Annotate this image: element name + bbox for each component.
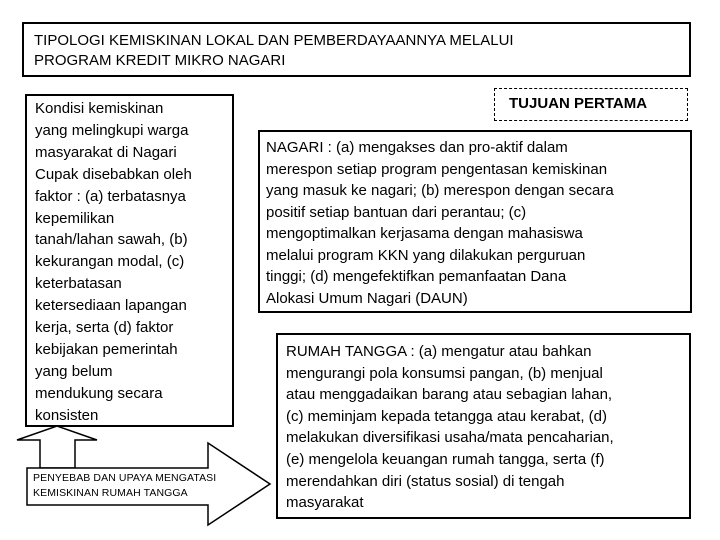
up-arrow-icon [17, 426, 97, 468]
kondisi-line: faktor : (a) terbatasnya [35, 187, 186, 205]
rumah-tangga-line: merendahkan diri (status sosial) di tengah [286, 472, 565, 490]
nagari-line: yang masuk ke nagari; (b) merespon dengan secara [266, 182, 614, 199]
kondisi-line: Cupak disebabkan oleh [35, 165, 192, 183]
rumah-tangga-line: masyarakat [286, 494, 364, 512]
kondisi-line: keterbatasan [35, 275, 122, 293]
rumah-tangga-line: melakukan diversifikasi usaha/mata pencaharian, [286, 429, 614, 447]
kondisi-line: yang melingkupi warga [35, 121, 189, 139]
kondisi-line: ketersediaan lapangan [35, 297, 187, 315]
kondisi-line: kekurangan modal, (c) [35, 253, 185, 271]
title-line-2: PROGRAM KREDIT MIKRO NAGARI [34, 52, 286, 69]
rumah-tangga-line: mengurangi pola konsumsi pangan, (b) menjual [286, 364, 603, 382]
nagari-line: NAGARI : (a) mengakses dan pro-aktif dalam [266, 139, 568, 156]
penyebab-line-2: KEMISKINAN RUMAH TANGGA [33, 487, 188, 499]
nagari-line: positif setiap bantuan dari perantau; (c) [266, 203, 527, 221]
nagari-line: merespon setiap program pengentasan kemiskinan [266, 160, 608, 178]
penyebab-label [33, 471, 263, 501]
rumah-tangga-line: (c) meminjam kepada tetangga atau kerabat, (d) [286, 407, 607, 425]
kondisi-line: kebijakan pemerintah [35, 340, 178, 358]
title-line-1: TIPOLOGI KEMISKINAN LOKAL DAN PEMBERDAYAANNYA MELALUI [34, 32, 514, 49]
nagari-line: tinggi; (d) mengefektifkan pemanfaatan Dana [266, 268, 567, 285]
kondisi-line: konsisten [35, 406, 99, 424]
nagari-line: Alokasi Umum Nagari (DAUN) [266, 289, 468, 307]
kondisi-line: Kondisi kemiskinan [35, 100, 164, 117]
rumah-tangga-line: RUMAH TANGGA : (a) mengatur atau bahkan [286, 343, 592, 360]
kondisi-line: mendukung secara [35, 384, 163, 402]
nagari-line: mengoptimalkan kerjasama dengan mahasiswa [266, 225, 583, 242]
kondisi-line: kerja, serta (d) faktor [35, 319, 174, 337]
kondisi-line: tanah/lahan sawah, (b) [35, 231, 188, 249]
rumah-tangga-line: (e) mengelola keuangan rumah tangga, serta (f) [286, 450, 605, 468]
tujuan-pertama-label: TUJUAN PERTAMA [509, 95, 648, 112]
rumah-tangga-line: atau menggadaikan barang atau sebagian lahan, [286, 386, 613, 404]
penyebab-line-1: PENYEBAB DAN UPAYA MENGATASI [33, 472, 217, 484]
kondisi-line: kepemilikan [35, 209, 115, 227]
kondisi-line: masyarakat di Nagari [35, 143, 177, 161]
kondisi-line: yang belum [35, 362, 113, 380]
nagari-line: melalui program KKN yang dilakukan perguruan [266, 246, 586, 264]
